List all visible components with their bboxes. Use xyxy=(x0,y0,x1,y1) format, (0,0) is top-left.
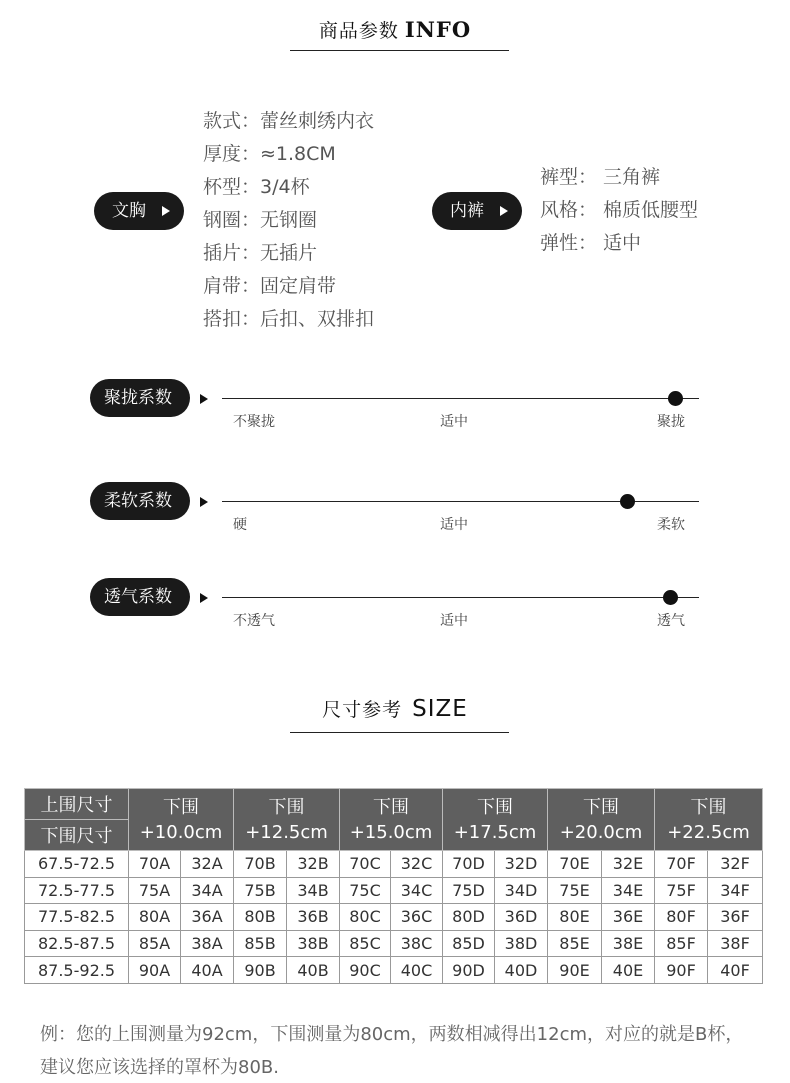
size-title-en: SIZE xyxy=(412,696,468,722)
scale-left-label: 不聚拢 xyxy=(233,414,275,430)
scale-mid-label: 适中 xyxy=(440,414,468,430)
table-cell: 80F xyxy=(655,904,708,931)
table-cell: 90F xyxy=(655,957,708,984)
table-cell: 72.5-77.5 xyxy=(25,877,129,904)
size-table xyxy=(24,788,763,984)
table-cell: 36C xyxy=(391,904,443,931)
table-cell: 38B xyxy=(287,930,340,957)
table-cell: 80D xyxy=(443,904,495,931)
scale-marker-push-up xyxy=(668,391,683,406)
table-cell: 34A xyxy=(181,877,234,904)
table-cell: 38D xyxy=(495,930,548,957)
table-cell: 38C xyxy=(391,930,443,957)
table-cell: 67.5-72.5 xyxy=(25,851,129,878)
table-cell: 36A xyxy=(181,904,234,931)
bra-spec-strap: 肩带：固定肩带 xyxy=(203,275,337,297)
bra-spec-list xyxy=(203,105,374,336)
panties-badge-label: 内裤 xyxy=(450,201,484,221)
table-cell: 85A xyxy=(129,930,181,957)
scale-mid-label: 适中 xyxy=(440,613,468,629)
table-cell: 32D xyxy=(495,851,548,878)
table-cell: 32B xyxy=(287,851,340,878)
info-title-cn: 商品参数 xyxy=(318,20,399,42)
table-cell: 34D xyxy=(495,877,548,904)
scale-left-label: 不透气 xyxy=(233,613,275,629)
bra-spec-closure: 搭扣：后扣、双排扣 xyxy=(203,308,375,330)
size-section-title xyxy=(0,695,790,722)
table-row xyxy=(25,904,763,931)
corner-header-bust: 上围尺寸 xyxy=(25,789,129,820)
bra-badge xyxy=(94,192,184,230)
table-cell: 38E xyxy=(602,930,655,957)
bra-spec-insert: 插片：无插片 xyxy=(203,242,318,264)
scale-right-label: 透气 xyxy=(657,613,685,629)
table-cell: 40F xyxy=(708,957,763,984)
scale-track-push-up xyxy=(222,398,699,399)
scale-marker-breathability xyxy=(663,590,678,605)
table-cell: 90A xyxy=(129,957,181,984)
scale-label-breathability: 透气系数 xyxy=(90,578,190,616)
scale-label-softness: 柔软系数 xyxy=(90,482,190,520)
table-row xyxy=(25,930,763,957)
bra-spec-style: 款式：蕾丝刺绣内衣 xyxy=(203,110,375,132)
scale-right-label: 柔软 xyxy=(657,517,685,533)
panties-spec-list xyxy=(540,161,698,260)
table-cell: 77.5-82.5 xyxy=(25,904,129,931)
table-cell: 36F xyxy=(708,904,763,931)
band-group-header: 下围 +15.0cm xyxy=(340,789,443,851)
table-cell: 34F xyxy=(708,877,763,904)
table-cell: 36B xyxy=(287,904,340,931)
table-cell: 75C xyxy=(340,877,391,904)
band-group-header: 下围 +12.5cm xyxy=(234,789,340,851)
table-cell: 75F xyxy=(655,877,708,904)
table-cell: 40A xyxy=(181,957,234,984)
table-cell: 38A xyxy=(181,930,234,957)
scale-track-breathability xyxy=(222,597,699,598)
band-group-header: 下围 +17.5cm xyxy=(443,789,548,851)
scale-mid-label: 适中 xyxy=(440,517,468,533)
bra-spec-cup: 杯型：3/4杯 xyxy=(203,176,310,198)
bra-badge-label: 文胸 xyxy=(112,201,146,221)
scale-right-label: 聚拢 xyxy=(657,414,685,430)
table-cell: 85B xyxy=(234,930,287,957)
table-cell: 75A xyxy=(129,877,181,904)
band-group-header: 下围 +10.0cm xyxy=(129,789,234,851)
table-cell: 40E xyxy=(602,957,655,984)
table-cell: 90B xyxy=(234,957,287,984)
table-cell: 34B xyxy=(287,877,340,904)
play-arrow-icon xyxy=(162,206,170,216)
table-cell: 80B xyxy=(234,904,287,931)
panties-spec-style: 风格： 棉质低腰型 xyxy=(540,199,699,221)
band-group-header: 下围 +20.0cm xyxy=(548,789,655,851)
table-cell: 40D xyxy=(495,957,548,984)
band-group-header: 下围 +22.5cm xyxy=(655,789,763,851)
play-arrow-icon xyxy=(200,593,208,603)
info-title-underline xyxy=(290,50,509,51)
table-cell: 32F xyxy=(708,851,763,878)
scale-label-push-up: 聚拢系数 xyxy=(90,379,190,417)
bra-spec-wire: 钢圈：无钢圈 xyxy=(203,209,318,231)
table-cell: 90E xyxy=(548,957,602,984)
table-cell: 75D xyxy=(443,877,495,904)
table-cell: 70C xyxy=(340,851,391,878)
table-cell: 85C xyxy=(340,930,391,957)
scale-marker-softness xyxy=(620,494,635,509)
table-cell: 38F xyxy=(708,930,763,957)
bra-spec-thickness: 厚度：≈1.8CM xyxy=(203,143,336,165)
size-example-note: 例：您的上围测量为92cm，下围测量为80cm，两数相减得出12cm，对应的就是B杯，建议您应该选择的罩杯为80B. xyxy=(40,1024,744,1078)
table-cell: 36D xyxy=(495,904,548,931)
table-cell: 70E xyxy=(548,851,602,878)
scale-left-label: 硬 xyxy=(233,517,247,533)
table-cell: 36E xyxy=(602,904,655,931)
table-cell: 75E xyxy=(548,877,602,904)
table-row xyxy=(25,851,763,878)
panties-spec-type: 裤型： 三角裤 xyxy=(540,166,661,188)
play-arrow-icon xyxy=(200,497,208,507)
table-cell: 85E xyxy=(548,930,602,957)
table-cell: 34E xyxy=(602,877,655,904)
panties-spec-elasticity: 弹性： 适中 xyxy=(540,232,642,254)
table-cell: 90D xyxy=(443,957,495,984)
info-section-title xyxy=(0,16,790,43)
table-cell: 70F xyxy=(655,851,708,878)
table-cell: 80C xyxy=(340,904,391,931)
table-row xyxy=(25,877,763,904)
table-cell: 90C xyxy=(340,957,391,984)
table-cell: 80E xyxy=(548,904,602,931)
table-cell: 75B xyxy=(234,877,287,904)
play-arrow-icon xyxy=(200,394,208,404)
size-title-underline xyxy=(290,732,509,733)
play-arrow-icon xyxy=(500,206,508,216)
table-cell: 70A xyxy=(129,851,181,878)
table-cell: 87.5-92.5 xyxy=(25,957,129,984)
corner-header-underbust: 下围尺寸 xyxy=(25,820,129,851)
table-row xyxy=(25,957,763,984)
panties-badge xyxy=(432,192,522,230)
table-cell: 82.5-87.5 xyxy=(25,930,129,957)
table-cell: 40C xyxy=(391,957,443,984)
table-cell: 85D xyxy=(443,930,495,957)
table-cell: 32A xyxy=(181,851,234,878)
table-cell: 70D xyxy=(443,851,495,878)
table-cell: 70B xyxy=(234,851,287,878)
table-cell: 32E xyxy=(602,851,655,878)
size-title-cn: 尺寸参考 xyxy=(322,699,403,721)
table-cell: 85F xyxy=(655,930,708,957)
table-cell: 34C xyxy=(391,877,443,904)
table-cell: 40B xyxy=(287,957,340,984)
table-cell: 32C xyxy=(391,851,443,878)
info-title-en: INFO xyxy=(404,17,472,42)
table-cell: 80A xyxy=(129,904,181,931)
